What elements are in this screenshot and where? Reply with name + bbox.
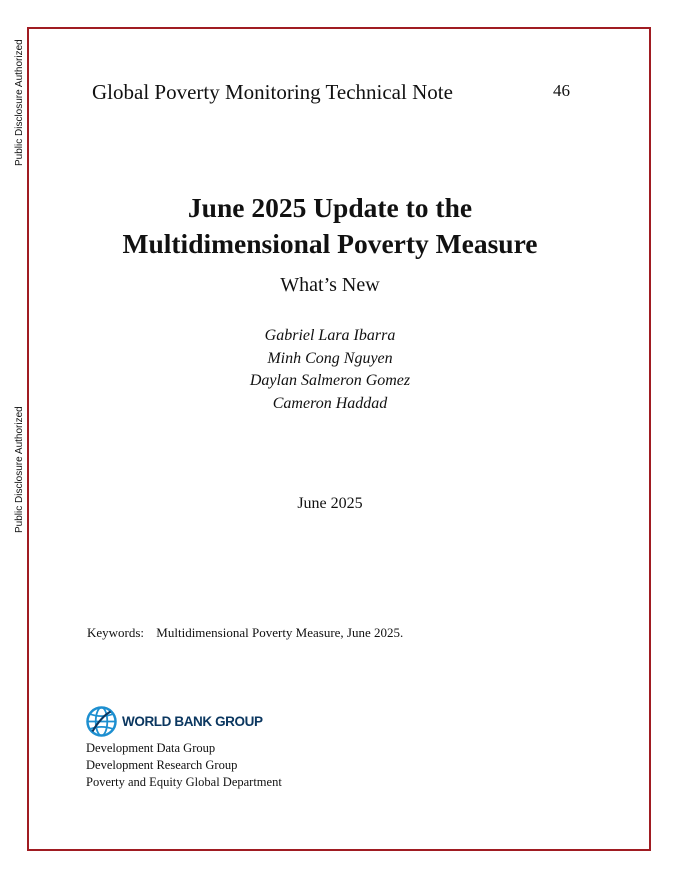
title-line-1: June 2025 Update to the [187,192,473,223]
globe-icon [85,705,118,738]
disclosure-notice-middle: Public Disclosure Authorized [14,406,25,533]
title-line-2: Multidimensional Poverty Measure [122,228,538,259]
author-name: Minh Cong Nguyen [267,349,393,367]
department-name: Poverty and Equity Global Department [86,774,282,789]
author-list [40,325,620,415]
department-name: Development Data Group [86,741,216,755]
department-list [86,740,282,790]
logo-text: WORLD BANK GROUP [122,714,263,729]
document-subtitle: What’s New [280,274,380,296]
series-number: 46 [553,81,570,100]
department-name: Development Research Group [86,757,238,772]
world-bank-group-logo [85,705,263,738]
keywords-value: Multidimensional Poverty Measure, June 2025. [156,625,404,640]
keywords-label: Keywords: [87,625,145,640]
author-name: Daylan Salmeron Gomez [249,372,411,389]
publication-date: June 2025 [297,495,363,512]
author-name: Gabriel Lara Ibarra [264,327,396,344]
disclosure-notice-top: Public Disclosure Authorized [14,39,25,166]
series-title: Global Poverty Monitoring Technical Note [92,80,453,104]
document-title [40,190,620,262]
author-name: Cameron Haddad [272,394,388,412]
keywords [87,625,403,641]
